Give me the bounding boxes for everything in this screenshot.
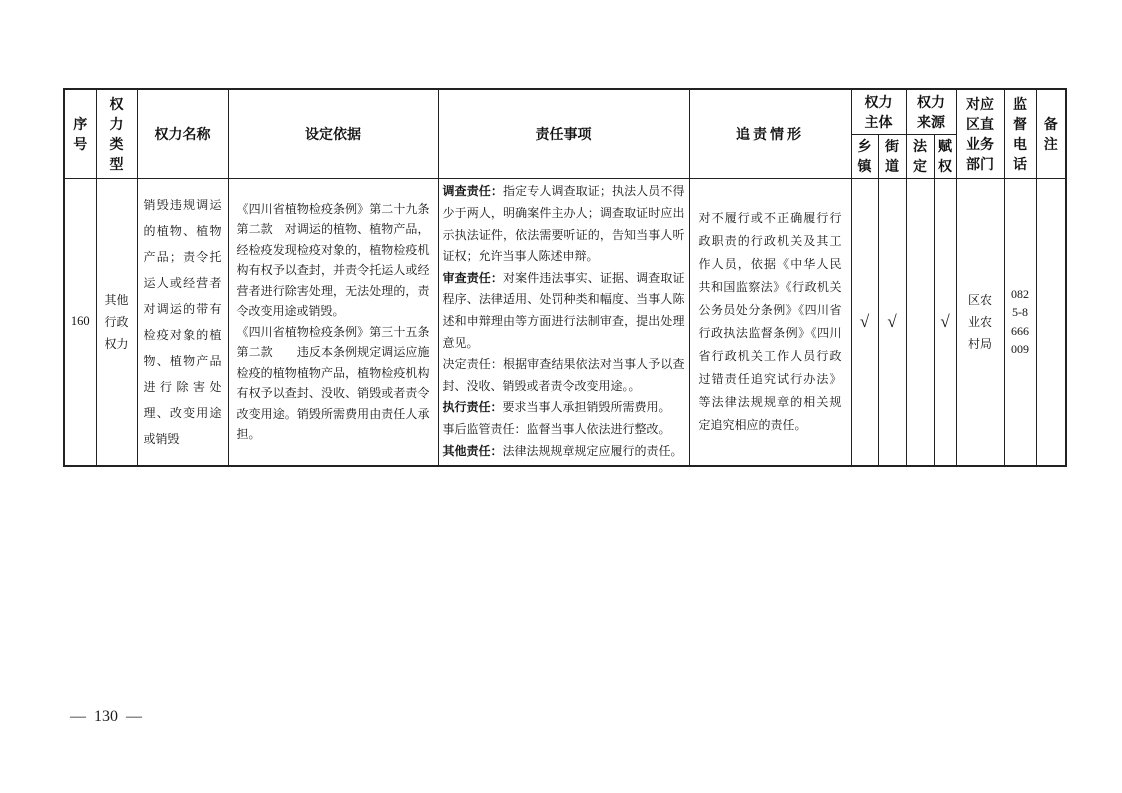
col-header-power-source [906,89,956,134]
col-header-statutory [906,134,934,178]
responsibility-label: 事后监管责任： [442,421,527,436]
col-header-street [878,134,906,178]
responsibility-item [443,397,685,419]
col-header-statutory-label: 法定 [913,138,927,174]
responsibility-item [443,181,685,267]
col-header-power-name: 权力名称 [137,89,228,178]
responsibility-label: 调查责任： [442,184,504,199]
responsibility-text: 指定专人调查取证；执法人员不得少于两人，明确案件主办人；调查取证时应出示执法证件，依法需要听证的，告知当事人听证权；允许当事人陈述申辩。 [442,184,685,264]
cell-power-name-text: 销毁违规调运的植物、植物产品；责令托运人或经营者对调运的带有检疫对象的植物、植物产品进行除害处理、改变用途或销毁 [143,197,222,446]
col-header-district-dept-label: 对应区直业务部门 [966,95,994,172]
responsibility-label: 其他责任： [442,443,503,458]
cell-serial-number: 160 [64,178,96,466]
cell-power-type-text: 其他行政权力 [104,292,129,351]
responsibility-label: 审查责任： [442,270,504,285]
col-header-power-subject-label: 权力主体 [864,93,893,130]
col-header-power-subject [851,89,906,134]
cell-responsibility-items [438,178,689,466]
cell-power-name [137,178,228,466]
col-header-accountability: 追责情形 [689,89,851,178]
power-list-table [63,88,1067,467]
responsibility-item [443,354,685,397]
responsibility-text: 根据审查结果依法对当事人予以查封、没收、销毁或者责令改变用途。。 [442,357,685,393]
page-number: — 130 — [70,708,142,725]
col-header-supervision-phone [1004,89,1036,178]
responsibility-text: 要求当事人承担销毁所需费用。 [502,400,671,415]
col-header-supervision-phone-label: 监督电话 [1013,95,1027,172]
cell-check-street: √ [878,178,906,466]
cell-check-statutory [906,178,934,466]
col-header-power-type-label: 权力类型 [109,95,124,172]
cell-supervision-phone [1004,178,1036,466]
col-header-remarks [1036,89,1066,178]
responsibility-text: 对案件违法事实、证据、调查取证程序、法律适用、处罚种类和幅度、当事人陈述和申辩理由等方面进行法制审查，提出处理意见。 [442,270,685,350]
cell-accountability [689,178,851,466]
col-header-setting-basis: 设定依据 [228,89,438,178]
setting-basis-paragraph-1: 《四川省植物检疫条例》第二十九条第二款 对调运的植物、植物产品，经检疫发现检疫对象的，植物检疫机构有权予以查封，并责令托运人或经营者进行除害处理，无法处理的，责令改变用途或销毁。 [236,201,430,319]
cell-accountability-text: 对不履行或不正确履行行政职责的行政机关及其工作人员，依据《中华人民共和国监察法》《行政机关公务员处分条例》《四川省行政执法监督条例》《四川省行政机关工作人员行政过错责任追究试行办法》等法律法规规章的相关规定追究相应的责任。 [698,210,842,432]
col-header-street-label: 街道 [885,138,899,174]
cell-district-dept [956,178,1004,466]
cell-district-dept-text: 区农业农村局 [967,292,992,351]
col-header-remarks-label: 备注 [1043,115,1058,152]
responsibility-text: 监督当事人依法进行整改。 [526,421,671,436]
responsibility-item [443,268,685,354]
setting-basis-paragraph-2: 《四川省植物检疫条例》第三十五条第二款 违反本条例规定调运应施检疫的植物植物产品，植物检疫机构有权予以查封、没收、销毁或者责令改变用途。销毁所需费用由责任人承担。 [236,324,430,442]
cell-check-township: √ [851,178,878,466]
responsibility-item [443,419,685,441]
col-header-power-type [96,89,137,178]
cell-check-empowerment: √ [934,178,956,466]
cell-setting-basis [228,178,438,466]
col-header-district-dept [956,89,1004,178]
col-header-responsibility-items: 责任事项 [438,89,689,178]
header-row-top [64,89,1066,134]
responsibility-item [443,441,685,463]
cell-remarks [1036,178,1066,466]
cell-supervision-phone-text: 0825-8666009 [1011,286,1029,357]
responsibility-label: 执行责任： [442,400,503,415]
responsibility-label: 决定责任： [442,357,504,372]
col-header-empowerment-label: 赋权 [938,138,952,174]
col-header-serial-label: 序号 [73,115,88,152]
responsibility-text: 法律法规规章规定应履行的责任。 [502,443,683,458]
col-header-power-source-label: 权力来源 [917,93,945,130]
cell-power-type [96,178,137,466]
col-header-serial [64,89,96,178]
col-header-township [851,134,878,178]
table-row [64,178,1066,466]
col-header-empowerment [934,134,956,178]
col-header-township-label: 乡镇 [857,138,872,174]
